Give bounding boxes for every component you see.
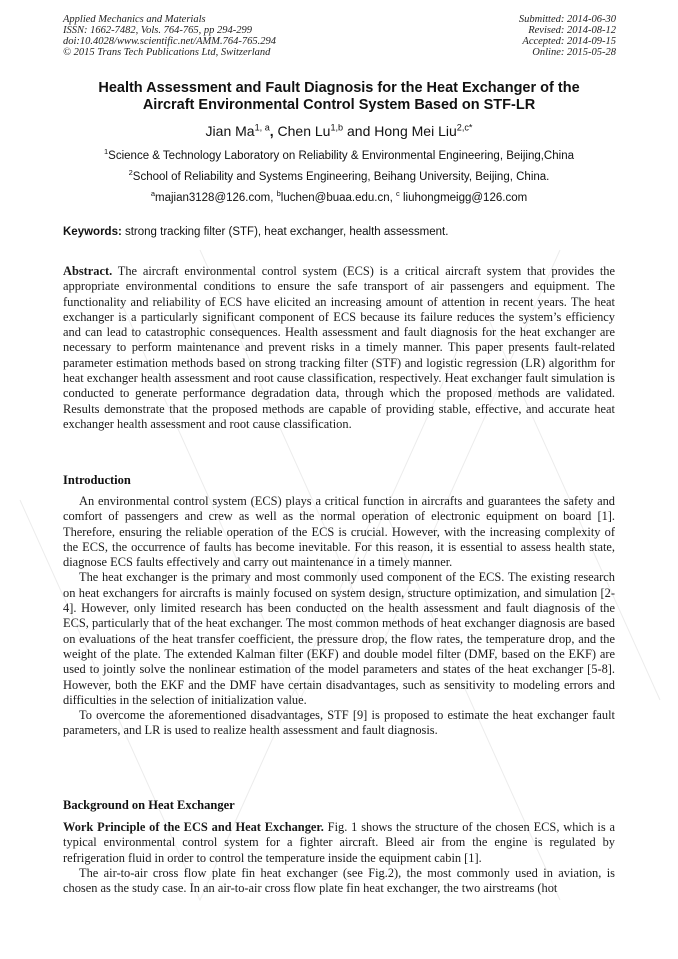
author-superscript: 2,c* <box>456 122 473 133</box>
introduction-body <box>63 494 615 739</box>
abstract-text: The aircraft environmental control system (ECS) is a critical aircraft system that provides the appropriate environmental conditions to ensure the safe transport of air passengers and equipment. The functionality and reliability of ECS have elicited an increasing amount of attention in recent years. The heat exchanger is a particularly significant component of ECS because its failure reduces the system’s efficiency and can lead to catastrophic consequences. Health assessment and fault diagnosis for the heat exchanger are necessary to perform maintenance and prevent risks in a timely manner. This paper presents fault-related parameter estimation methods based on strong tracking filter (STF) and logistic regression (LR) algorithm for heat exchanger health assessment and root cause classification, respectively. Heat exchanger fault simulation is conducted to generate performance degradation data, through which the proposed methods are validated. Results demonstrate that the proposed methods are capable of providing stable, effective, and accurate heat exchanger health assessment and root cause classification. <box>63 264 615 431</box>
author-separator: , <box>269 123 274 139</box>
affiliation-text: School of Reliability and Systems Engineering, Beihang University, Beijing, China. <box>132 171 550 183</box>
revised-date: Revised: 2014-08-12 <box>528 25 616 36</box>
author-name: Jian Ma <box>205 123 255 139</box>
email-text: luchen@buaa.edu.cn, <box>280 192 397 204</box>
author-superscript: 1,b <box>330 122 344 133</box>
submission-dates <box>519 14 616 58</box>
author-name: Chen Lu <box>273 123 331 139</box>
author-superscript: 1, a <box>254 122 270 133</box>
title-line-2: Aircraft Environmental Control System Based on STF-LR <box>142 97 536 113</box>
title-line-1: Health Assessment and Fault Diagnosis for the Heat Exchanger of the <box>98 80 580 96</box>
email-line <box>50 189 628 204</box>
author-name: Hong Mei Liu <box>374 123 457 139</box>
subsection-label: Work Principle of the ECS and Heat Exchanger. <box>63 820 324 834</box>
email-superscript: b <box>276 189 281 199</box>
publication-info <box>63 14 276 58</box>
abstract <box>63 264 615 432</box>
issn-line: ISSN: 1662-7482, Vols. 764-765, pp 294-299 <box>63 25 252 36</box>
section-heading-background: Background on Heat Exchanger <box>63 798 235 812</box>
paragraph: The air-to-air cross flow plate fin heat exchanger (see Fig.2), the most commonly used in aviation, is chosen as the study case. In an air-to-air cross flow plate fin heat exchanger, the two airstreams (hot <box>63 865 615 896</box>
email-text: majian3128@126.com, <box>154 192 277 204</box>
author-list <box>50 123 628 139</box>
paragraph: Fig. 1 shows the structure of the chosen ECS, which is a typical environmental control system for a fighter aircraft. Bleed air from the engine is regulated by refrigeration fluid in order to control the temperature inside the equipment cabin [1]. <box>63 820 615 865</box>
doi-line: doi:10.4028/www.scientific.net/AMM.764-765.294 <box>63 36 276 47</box>
paragraph: An environmental control system (ECS) plays a critical function in aircrafts and guarantees the safety and comfort of passengers and crew as well as the normal operation of electronic equipment on board [1]. Therefore, ensuring the reliable operation of the ECS is crucial. However, with the increasing complexity of the ECS, the occurrence of faults has become inevitable. For this reason, it is essential to assess health state, diagnose ECS faults effectively and carry out maintenance in a timely manner. <box>63 494 615 570</box>
paragraph: The heat exchanger is the primary and most commonly used component of the ECS. The existing research on heat exchangers for aircrafts is mainly focused on system design, structure optimization, and simulation [2-4]. However, only limited research has been conducted on the health assessment and fault diagnosis of the ECS, particularly that of the heat exchanger. The most common methods of heat exchanger diagnosis are based on evaluations of the heat transfer coefficient, the pressure drop, the flow rates, the temperature drop, and the weight of the plate. The extended Kalman filter (EKF) and double model filter (DMF, based on the EKF) are used to jointly solve the nonlinear estimation of the model parameters and states of the heat exchanger [5-8]. However, both the EKF and the DMF have certain disadvantages, such as sensitivity to modeling errors and difficulties in the selection of initialization value. <box>63 570 615 707</box>
keywords <box>63 226 623 238</box>
affiliation-2 <box>50 168 628 183</box>
author-separator: and <box>343 123 375 139</box>
section-heading-introduction: Introduction <box>63 473 131 487</box>
background-body <box>63 820 615 896</box>
affiliation-superscript: 2 <box>128 168 133 178</box>
affiliation-text: Science & Technology Laboratory on Reliability & Environmental Engineering, Beijing,China <box>108 150 574 162</box>
journal-name: Applied Mechanics and Materials <box>63 14 206 25</box>
online-date: Online: 2015-05-28 <box>532 47 616 58</box>
keywords-label: Keywords: <box>63 226 122 238</box>
copyright-line: © 2015 Trans Tech Publications Ltd, Switzerland <box>63 47 271 58</box>
affiliation-1 <box>50 147 628 162</box>
accepted-date: Accepted: 2014-09-15 <box>522 36 616 47</box>
submitted-date: Submitted: 2014-06-30 <box>518 14 616 25</box>
affiliation-superscript: 1 <box>104 147 109 157</box>
abstract-label: Abstract. <box>63 264 113 278</box>
paper-title <box>50 80 628 114</box>
paragraph: To overcome the aforementioned disadvantages, STF [9] is proposed to estimate the heat exchanger fault parameters, and LR is used to realize health assessment and fault diagnosis. <box>63 708 615 738</box>
email-text: liuhongmeigg@126.com <box>399 192 528 204</box>
keywords-text: strong tracking filter (STF), heat exchanger, health assessment. <box>121 226 449 238</box>
email-superscript: c <box>396 189 400 199</box>
email-superscript: a <box>150 189 155 199</box>
